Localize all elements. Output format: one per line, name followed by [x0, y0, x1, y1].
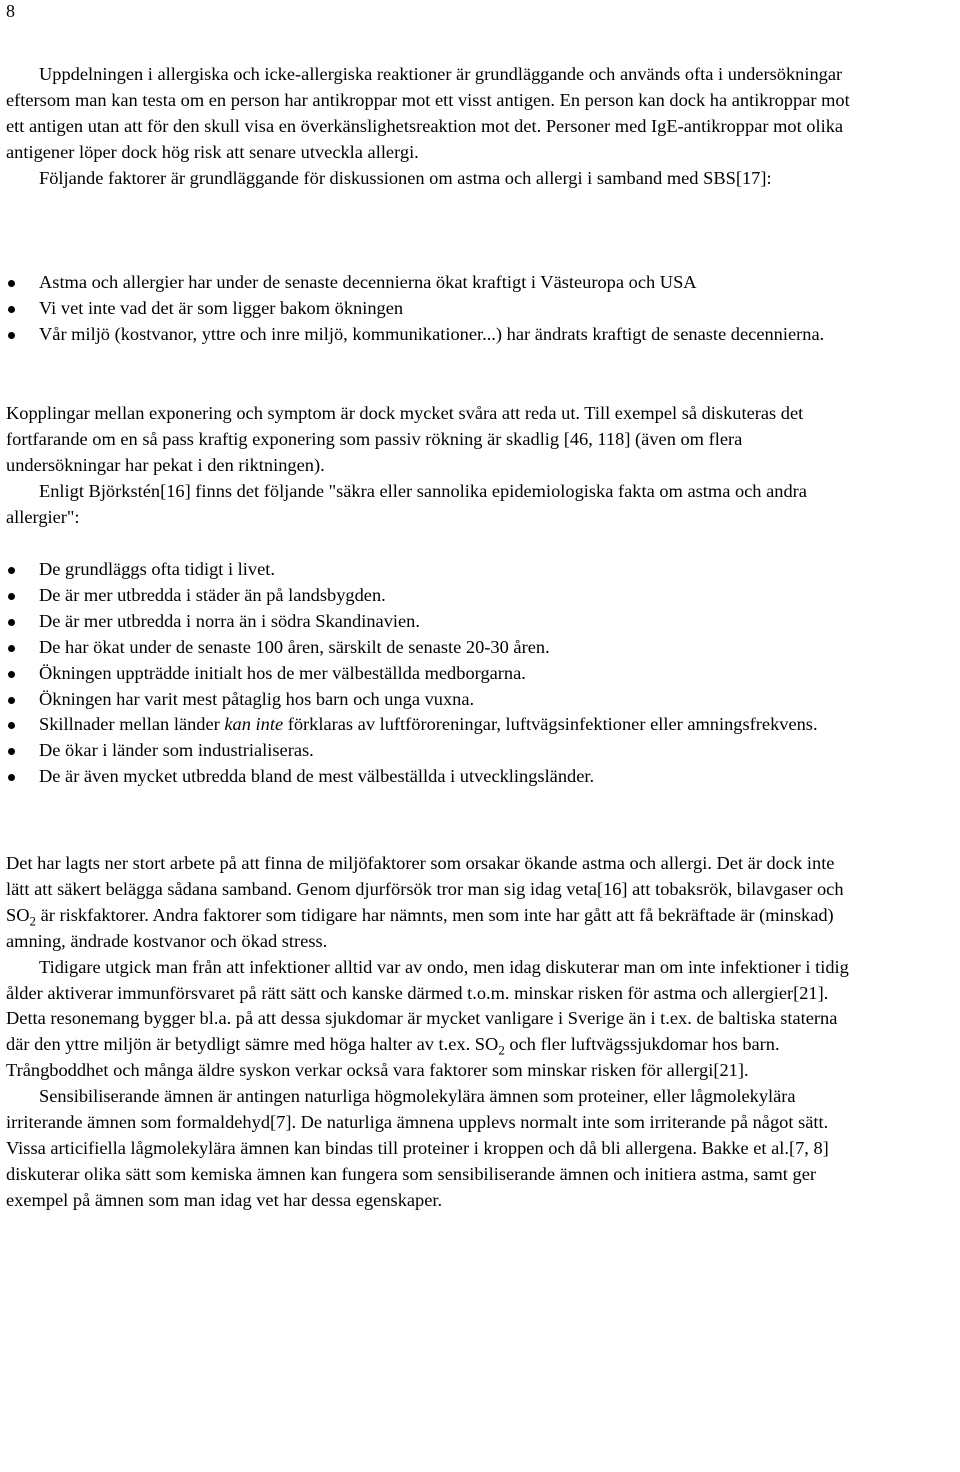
epidemiology-fact-list — [6, 557, 854, 790]
paragraph-text: Det har lagts ner stort arbete på att finna de miljöfaktorer som orsakar ökande astma och allergi. Det är dock inte lätt att säkert belägga sådana samband. Genom djurförsök tror man sig idag veta[16] att tobaksrök, bilavgaser och SO — [6, 853, 844, 925]
list-item: Vi vet inte vad det är som ligger bakom ökningen — [6, 296, 854, 322]
paragraph-exposure-symptoms: Kopplingar mellan exponering och symptom är dock mycket svåra att reda ut. Till exempel så diskuteras det fortfarande om en så pass kraftig exponering som passiv rökning är skadlig [46, 118] (även om flera undersökningar har pekat i den riktningen). — [6, 403, 804, 475]
paragraph-sensitizing-substances: Sensibiliserande ämnen är antingen naturliga högmolekylära ämnen som proteiner, eller lågmolekylära irriterande ämnen som formaldehyd[7]. De naturliga ämnena upplevs normalt inte som irriterande på något sätt. Vissa articifiella lågmolekylära ämnen kan bindas till proteiner i kroppen och då bli allergena. Bakke et al.[7, 8] diskuterar olika sätt som kemiska ämnen kan fungera som sensibiliserande ämnen och initiera astma, samt ger exempel på ämnen som man idag vet har dessa egenskaper. — [6, 1086, 829, 1210]
paragraph-bjorksten: Enligt Björkstén[16] finns det följande "säkra eller sannolika epidemiologiska fakta om astma och andra allergier": — [6, 480, 807, 527]
paragraph-infections — [6, 955, 854, 1085]
list-item: De ökar i länder som industrialiseras. — [6, 738, 854, 764]
list-item-text: Skillnader mellan länder — [39, 714, 225, 735]
section-environmental-factors — [6, 851, 854, 1214]
page-number: 8 — [6, 1, 15, 21]
sbs-factor-list — [6, 270, 854, 348]
list-item: Ökningen uppträdde initialt hos de mer välbeställda medborgarna. — [6, 661, 854, 687]
list-item: De grundläggs ofta tidigt i livet. — [6, 557, 854, 583]
list-item: De är mer utbredda i norra än i södra Skandinavien. — [6, 609, 854, 635]
section-allergy-intro — [6, 62, 854, 192]
list-item: De är även mycket utbredda bland de mest välbeställda i utvecklingsländer. — [6, 764, 854, 790]
subscript: 2 — [498, 1043, 505, 1059]
paragraph-text: och fler luftvägssjukdomar hos barn. Trångboddhet och många äldre syskon verkar också vara faktorer som minskar risken för allergi[21]. — [6, 1034, 780, 1081]
paragraph-sbs-factors: Följande faktorer är grundläggande för diskussionen om astma och allergi i samband med SBS[17]: — [39, 167, 772, 188]
paragraph-text: Tidigare utgick man från att infektioner alltid var av ondo, men idag diskuterar man om inte infektioner i tidig ålder aktiverar immunförsvaret på rätt sätt och kanske därmed t.o.m. minskar risken för astma och allergier[21]. Detta resonemang bygger bl.a. på att dessa sjukdomar är mycket vanligare i Sverige än i t.ex. de baltiska staterna där den yttre miljön är betydligt sämre med höga halter av t.ex. SO — [6, 956, 849, 1055]
section-exposure — [6, 401, 854, 531]
list-item: Ökningen har varit mest påtaglig hos barn och unga vuxna. — [6, 687, 854, 713]
subscript: 2 — [29, 913, 37, 929]
list-item: Vår miljö (kostvanor, yttre och inre miljö, kommunikationer...) har ändrats kraftigt de senaste decennierna. — [6, 322, 854, 348]
list-item — [6, 712, 854, 738]
list-item: Astma och allergier har under de senaste decennierna ökat kraftigt i Västeuropa och USA — [6, 270, 854, 296]
list-item: De är mer utbredda i städer än på landsbygden. — [6, 583, 854, 609]
paragraph-text: är riskfaktorer. Andra faktorer som tidigare har nämnts, men som inte har gått att få bekräftade är (minskad) amning, ändrade kostvanor och ökad stress. — [6, 904, 834, 951]
emphasis-text: kan inte — [224, 714, 284, 735]
list-item-text: förklaras av luftföroreningar, luftvägsinfektioner eller amningsfrekvens. — [283, 714, 818, 735]
list-item: De har ökat under de senaste 100 åren, särskilt de senaste 20-30 åren. — [6, 635, 854, 661]
paragraph-allergy-classification: Uppdelningen i allergiska och icke-allergiska reaktioner är grundläggande och används ofta i undersökningar eftersom man kan testa om en person har antikroppar mot ett visst antigen. En person kan dock ha antikroppar mot ett antigen utan att för den skull visa en överkänslighetsreaktion mot det. Personer med IgE-antikroppar mot olika antigener löper dock hög risk att senare utveckla allergi. — [6, 64, 850, 162]
paragraph-environmental-factors — [6, 851, 854, 955]
